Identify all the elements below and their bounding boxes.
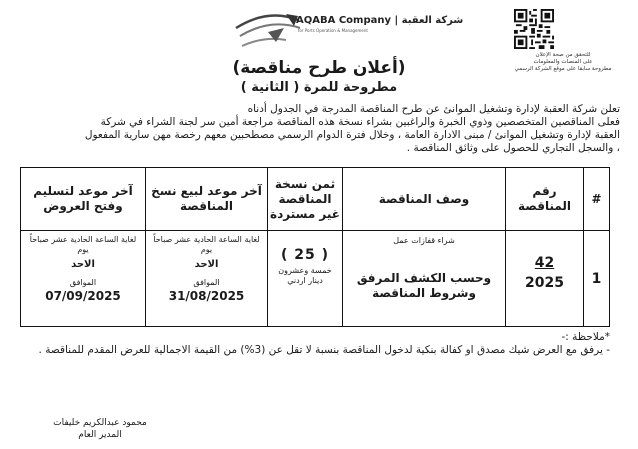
sale-date: 31/08/2025 [168,289,245,303]
header-tender-number: رقم المناقصة [506,168,584,231]
signatory-name: محمود عبدالكريم خليفات [53,418,147,428]
tender-seq: 42 [534,255,555,271]
signature-block [20,417,180,441]
submission-day: الاحد [71,259,95,270]
sale-corresponding: الموافق [193,278,220,287]
intro-line: فعلى المناقصين المتخصصين وذوي الخبرة والراغبين بشراء نسخة هذه المناقصة مراجعة أمين سر لجنة الشراء في شركة [100,116,620,128]
notes-label: *ملاحظة :- [561,331,610,343]
tender-year: 2025 [525,275,564,291]
submission-deadline [21,231,146,327]
tender-number [506,231,584,327]
submission-date: 07/09/2025 [45,289,121,303]
row-number: 1 [584,231,610,327]
submission-corresponding: الموافق [69,278,97,287]
intro-paragraph [20,103,620,155]
description-item: شراء قفازات عمل [393,236,455,245]
header-submission-deadline: آخر موعد لتسليم وفتح العروض [21,168,146,231]
table-row [21,231,610,327]
price-words: خمسة وعشرون دينار اردني [278,266,332,285]
intro-line: العقبة لإدارة وتشغيل الموانئ / مبنى الادارة العامة ، وخلال فترة الدوام الرسمي مصطحبين معهم رخصة مهن سارية المفعول [84,129,620,141]
notes-text: - يرفق مع العرض شيك مصدق او كفالة بنكية لدخول المناقصة بنسبة لا تقل عن (3%) من القيمة الاجمالية للعرض المقدم للمناقصة . [38,344,610,356]
signatory-title: المدير العام [78,430,122,440]
announcement-title: (أعلان طرح مناقصة) [232,58,406,78]
tender-description [343,231,506,327]
intro-line: ، والسجل التجاري للحصول على وثائق المناقصة . [406,142,620,154]
logo-text: AQABA Company | شركة العقبة [296,15,464,26]
header-no: # [584,168,610,231]
submission-until: لغاية الساعة الحادية عشر صباحاً يوم [29,235,137,254]
announcement-subtitle: مطروحة للمرة ( الثانية ) [240,80,398,95]
header-price: ثمن نسخة المناقصة غير مستردة [268,168,343,231]
header-sale-deadline: آخر موعد لبيع نسخ المناقصة [146,168,268,231]
sale-deadline [146,231,268,327]
qr-code [514,9,554,49]
tender-price [268,231,343,327]
tender-table [20,167,610,327]
description-terms: وحسب الكشف المرفق وشروط المناقصة [356,271,492,300]
qr-caption: للتحقق من صحة الإعلان على المنصات والمعلومات مطروحة سابقا على موقع الشركة الرسمي [514,52,612,72]
sale-day: الاحد [194,259,219,270]
intro-line: تعلن شركة العقبة لإدارة وتشغيل الموانئ عن طرح المناقصة المدرجة في الجدول أدناه [247,103,620,115]
notes [30,331,610,357]
sale-until: لغاية الساعة الحادية عشر صباحاً يوم [153,235,260,254]
header-description: وصف المناقصة [343,168,506,231]
price-value: ( 25 ) [280,247,330,263]
logo-subtitle: for Ports Operation & Management [298,28,368,33]
table-header-row [21,168,610,231]
